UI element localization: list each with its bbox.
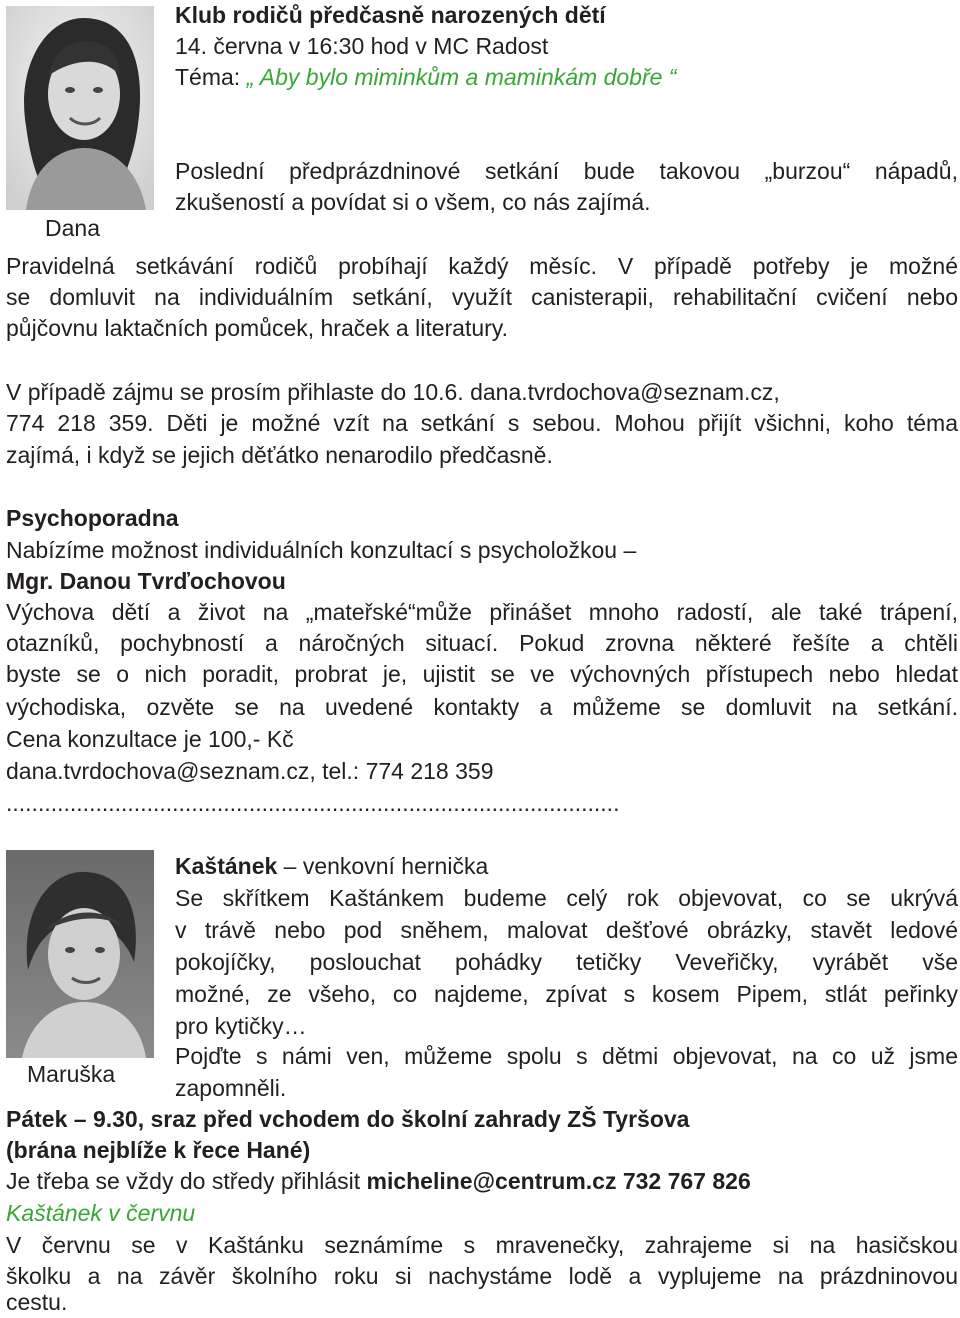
kastanek-meeting-line-2: (brána nejblíže k řece Hané) bbox=[6, 1137, 311, 1163]
kastanek-body-line-2: v trávě nebo pod sněhem, malovat dešťové obrázky, stavět ledové bbox=[175, 917, 958, 943]
kastanek-meeting-line-1: Pátek – 9.30, sraz před vchodem do školní zahrady ZŠ Tyršova bbox=[6, 1106, 690, 1132]
psycho-body-line-4: východiska, ozvěte se na uvedené kontakty a můžeme se domluvit na setkání. bbox=[6, 694, 958, 720]
club-para2-line-3: zajímá, i když se jejich děťátko nenarodilo předčasně. bbox=[6, 442, 553, 468]
kastanek-title-rest: – venkovní hernička bbox=[277, 853, 489, 879]
theme-label: Téma: bbox=[175, 64, 241, 90]
club-desc-line-1: Poslední předprázdninové setkání bude takovou „burzou“ nápadů, bbox=[175, 158, 958, 184]
psycho-name bbox=[6, 566, 286, 597]
psycho-name-value: Danou Tvrďochovou bbox=[59, 568, 286, 594]
maruska-photo-caption: Maruška bbox=[27, 1061, 116, 1087]
kastanek-june-heading: Kaštánek v červnu bbox=[6, 1200, 196, 1226]
psycho-body-line-1: Výchova dětí a život na „mateřské“může přinášet mnoho radostí, ale také trápení, bbox=[6, 599, 958, 625]
club-para1-line-2: se domluvit na individuálním setkání, využít canisterapii, rehabilitační cvičení nebo bbox=[6, 284, 958, 310]
maruska-photo bbox=[6, 850, 154, 1058]
section-separator: ................................................................................................ bbox=[6, 790, 620, 816]
kastanek-invite-line-2: zapomněli. bbox=[175, 1075, 287, 1101]
club-date-line: 14. června v 16:30 hod v MC Radost bbox=[175, 33, 549, 59]
theme-value: „ Aby bylo miminkům a maminkám dobře “ bbox=[246, 64, 677, 90]
portrait-maruska-image bbox=[6, 850, 154, 1058]
psycho-offer: Nabízíme možnost individuálních konzultací s psycholožkou – bbox=[6, 537, 637, 563]
club-desc-line-2: zkušeností a povídat si o všem, co nás zajímá. bbox=[175, 189, 651, 215]
kastanek-title bbox=[175, 851, 488, 882]
psycho-price: Cena konzultace je 100,- Kč bbox=[6, 726, 294, 752]
kastanek-signup bbox=[6, 1166, 751, 1197]
club-para2-line-1: V případě zájmu se prosím přihlaste do 10.6. dana.tvrdochova@seznam.cz, bbox=[6, 379, 780, 405]
psycho-body-line-3: byste se o nich poradit, probrat je, ujistit se ve výchovných přístupech nebo hledat bbox=[6, 661, 958, 687]
club-para1-line-1: Pravidelná setkávání rodičů probíhají každý měsíc. V případě potřeby je možné bbox=[6, 253, 958, 279]
club-title: Klub rodičů předčasně narozených dětí bbox=[175, 2, 606, 28]
kastanek-june-line-3: cestu. bbox=[6, 1289, 68, 1315]
portrait-dana-image bbox=[6, 6, 154, 210]
kastanek-body-line-5: pro kytičky… bbox=[175, 1013, 307, 1039]
club-para2-line-2: 774 218 359. Děti je možné vzít na setkání s sebou. Mohou přijít všichni, koho téma bbox=[6, 410, 958, 436]
kastanek-june-line-1: V červnu se v Kaštánku seznámíme s mravenečky, zahrajeme si na hasičskou bbox=[6, 1232, 958, 1258]
kastanek-june-line-2: školku a na závěr školního roku si nachystáme lodě a vyplujeme na prázdninovou bbox=[6, 1263, 958, 1289]
psycho-body-line-2: otazníků, pochybností a náročných situací. Pokud zrovna některé řešíte a chtěli bbox=[6, 630, 958, 656]
kastanek-signup-contact: micheline@centrum.cz 732 767 826 bbox=[366, 1168, 751, 1194]
kastanek-body-line-1: Se skřítkem Kaštánkem budeme celý rok objevovat, co se ukrývá bbox=[175, 885, 958, 911]
kastanek-title-bold: Kaštánek bbox=[175, 853, 278, 879]
kastanek-invite-line-1: Pojďte s námi ven, můžeme spolu s dětmi objevovat, na co už jsme bbox=[175, 1043, 958, 1069]
dana-photo bbox=[6, 6, 154, 210]
psycho-heading: Psychoporadna bbox=[6, 505, 179, 531]
club-theme bbox=[175, 62, 676, 93]
club-para1-line-3: půjčovnu laktačních pomůcek, hraček a literatury. bbox=[6, 315, 508, 341]
kastanek-body-line-4: možné, ze všeho, co najdeme, zpívat s kosem Pipem, stlát peřinky bbox=[175, 981, 958, 1007]
psycho-name-prefix: Mgr. bbox=[6, 568, 54, 594]
dana-photo-caption: Dana bbox=[45, 215, 100, 241]
kastanek-signup-text: Je třeba se vždy do středy přihlásit bbox=[6, 1168, 367, 1194]
kastanek-body-line-3: pokojíčky, poslouchat pohádky tetičky Veveřičky, vyrábět vše bbox=[175, 949, 958, 975]
psycho-contact: dana.tvrdochova@seznam.cz, tel.: 774 218 359 bbox=[6, 758, 494, 784]
